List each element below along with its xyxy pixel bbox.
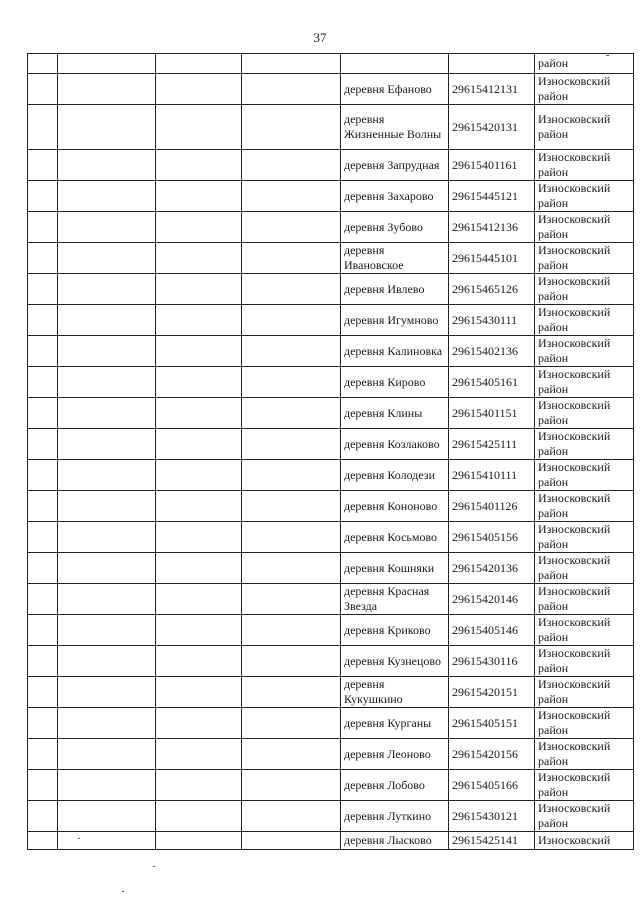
oktmo-code-cell: 29615445101 (449, 243, 535, 274)
oktmo-code-cell: 29615465126 (449, 274, 535, 305)
empty-cell (156, 54, 242, 74)
empty-cell (242, 677, 341, 708)
settlement-name-cell: деревня Калиновка (341, 336, 449, 367)
table-row (28, 243, 634, 274)
empty-cell (28, 770, 58, 801)
empty-cell (242, 398, 341, 429)
district-cell: Износковский район (535, 677, 634, 708)
empty-cell (242, 801, 341, 832)
empty-cell (28, 105, 58, 150)
empty-cell (156, 274, 242, 305)
empty-cell (156, 181, 242, 212)
empty-cell (341, 54, 449, 74)
empty-cell (156, 305, 242, 336)
empty-cell (242, 336, 341, 367)
settlement-name-cell: деревня Кононово (341, 491, 449, 522)
oktmo-code-cell: 29615420131 (449, 105, 535, 150)
empty-cell (58, 150, 156, 181)
empty-cell (58, 646, 156, 677)
empty-cell (156, 832, 242, 850)
empty-cell (156, 522, 242, 553)
empty-cell (156, 615, 242, 646)
empty-cell (242, 74, 341, 105)
settlement-name-cell: деревня Ивлево (341, 274, 449, 305)
empty-cell (242, 150, 341, 181)
settlement-name-cell: деревня Лысково (341, 832, 449, 850)
district-cell: Износковский район (535, 615, 634, 646)
empty-cell (28, 646, 58, 677)
oktmo-code-cell: 29615405161 (449, 367, 535, 398)
settlement-name-cell: деревня Кирово (341, 367, 449, 398)
empty-cell (242, 54, 341, 74)
empty-cell (58, 105, 156, 150)
district-cell: Износковский район (535, 491, 634, 522)
empty-cell (58, 739, 156, 770)
empty-cell (242, 212, 341, 243)
empty-cell (242, 367, 341, 398)
empty-cell (58, 54, 156, 74)
empty-cell (28, 336, 58, 367)
empty-cell (242, 770, 341, 801)
table-row (28, 460, 634, 491)
table-row (28, 74, 634, 105)
empty-cell (242, 460, 341, 491)
district-cell: Износковский район (535, 460, 634, 491)
empty-cell (28, 584, 58, 615)
table-row (28, 708, 634, 739)
oktmo-code-cell: 29615402136 (449, 336, 535, 367)
district-cell: Износковский район (535, 181, 634, 212)
table-row (28, 212, 634, 243)
empty-cell (156, 398, 242, 429)
empty-cell (156, 74, 242, 105)
table-row (28, 305, 634, 336)
empty-cell (58, 708, 156, 739)
empty-cell (156, 212, 242, 243)
table-row (28, 832, 634, 850)
empty-cell (28, 553, 58, 584)
district-cell: Износковский район (535, 801, 634, 832)
district-cell: Износковский район (535, 105, 634, 150)
empty-cell (242, 181, 341, 212)
empty-cell (58, 677, 156, 708)
empty-cell (242, 305, 341, 336)
scan-speck (153, 866, 155, 867)
settlement-name-cell: деревня Луткино (341, 801, 449, 832)
oktmo-code-cell: 29615445121 (449, 181, 535, 212)
empty-cell (28, 832, 58, 850)
empty-cell (28, 367, 58, 398)
district-cell: Износковский район (535, 646, 634, 677)
empty-cell (58, 212, 156, 243)
table-row (28, 584, 634, 615)
oktmo-code-cell: 29615405166 (449, 770, 535, 801)
empty-cell (156, 336, 242, 367)
empty-cell (156, 105, 242, 150)
table-row (28, 105, 634, 150)
district-cell: Износковский район (535, 553, 634, 584)
scan-speck (122, 891, 124, 892)
empty-cell (58, 181, 156, 212)
table-row (28, 367, 634, 398)
empty-cell (242, 491, 341, 522)
empty-cell (156, 491, 242, 522)
oktmo-code-cell: 29615405146 (449, 615, 535, 646)
table-row (28, 491, 634, 522)
district-cell: Износковский район (535, 770, 634, 801)
settlement-name-cell: деревня Клины (341, 398, 449, 429)
settlement-name-cell: деревня Леоново (341, 739, 449, 770)
district-cell: Износковский (535, 832, 634, 850)
oktmo-code-cell: 29615401126 (449, 491, 535, 522)
empty-cell (28, 150, 58, 181)
oktmo-code-cell: 29615430121 (449, 801, 535, 832)
oktmo-code-cell: 29615420156 (449, 739, 535, 770)
settlement-name-cell: деревня Запрудная (341, 150, 449, 181)
table-row (28, 336, 634, 367)
empty-cell (156, 243, 242, 274)
empty-cell (28, 398, 58, 429)
settlement-name-cell: деревня Косьмово (341, 522, 449, 553)
district-cell: Износковский район (535, 398, 634, 429)
oktmo-code-cell: 29615425111 (449, 429, 535, 460)
empty-cell (58, 770, 156, 801)
empty-cell (28, 305, 58, 336)
empty-cell (156, 150, 242, 181)
settlement-name-cell: деревня Захарово (341, 181, 449, 212)
empty-cell (156, 739, 242, 770)
empty-cell (156, 553, 242, 584)
oktmo-code-cell: 29615412131 (449, 74, 535, 105)
empty-cell (242, 832, 341, 850)
table-row (28, 553, 634, 584)
empty-cell (58, 305, 156, 336)
empty-cell (242, 739, 341, 770)
table-row (28, 646, 634, 677)
empty-cell (58, 429, 156, 460)
district-cell: Износковский район (535, 367, 634, 398)
empty-cell (449, 54, 535, 74)
district-cell: Износковский район (535, 305, 634, 336)
district-cell: Износковский район (535, 212, 634, 243)
district-cell: Износковский район (535, 274, 634, 305)
district-cell: Износковский район (535, 243, 634, 274)
empty-cell (58, 243, 156, 274)
empty-cell (58, 584, 156, 615)
empty-cell (28, 708, 58, 739)
settlement-name-cell: деревня Кукушкино (341, 677, 449, 708)
empty-cell (58, 274, 156, 305)
district-cell: район (535, 54, 634, 74)
table-row (28, 770, 634, 801)
empty-cell (58, 74, 156, 105)
settlement-name-cell: деревня Красная Звезда (341, 584, 449, 615)
empty-cell (58, 336, 156, 367)
empty-cell (156, 801, 242, 832)
settlement-name-cell: деревня Игумново (341, 305, 449, 336)
table-row (28, 677, 634, 708)
empty-cell (28, 522, 58, 553)
table-row (28, 429, 634, 460)
oktmo-code-cell: 29615401151 (449, 398, 535, 429)
table-row-continued (28, 54, 634, 74)
district-cell: Износковский район (535, 739, 634, 770)
empty-cell (58, 398, 156, 429)
oktmo-code-cell: 29615405156 (449, 522, 535, 553)
empty-cell (28, 429, 58, 460)
table-row (28, 150, 634, 181)
table-row (28, 398, 634, 429)
empty-cell (242, 553, 341, 584)
empty-cell (242, 243, 341, 274)
district-cell: Износковский район (535, 74, 634, 105)
empty-cell (28, 74, 58, 105)
empty-cell (58, 522, 156, 553)
oktmo-code-cell: 29615410111 (449, 460, 535, 491)
empty-cell (28, 615, 58, 646)
settlement-registry-table (27, 53, 634, 850)
district-cell: Износковский район (535, 150, 634, 181)
oktmo-code-cell: 29615430116 (449, 646, 535, 677)
settlement-name-cell: деревня Ефаново (341, 74, 449, 105)
empty-cell (58, 553, 156, 584)
empty-cell (28, 739, 58, 770)
empty-cell (58, 367, 156, 398)
empty-cell (28, 274, 58, 305)
empty-cell (28, 677, 58, 708)
oktmo-code-cell: 29615401161 (449, 150, 535, 181)
oktmo-code-cell: 29615420136 (449, 553, 535, 584)
empty-cell (242, 105, 341, 150)
scan-speck (78, 838, 80, 839)
settlement-name-cell: деревня Курганы (341, 708, 449, 739)
empty-cell (242, 584, 341, 615)
district-cell: Износковский район (535, 429, 634, 460)
oktmo-code-cell: 29615420146 (449, 584, 535, 615)
empty-cell (28, 181, 58, 212)
table-row (28, 801, 634, 832)
oktmo-code-cell: 29615412136 (449, 212, 535, 243)
empty-cell (58, 832, 156, 850)
empty-cell (58, 801, 156, 832)
settlement-name-cell: деревня Ивановское (341, 243, 449, 274)
empty-cell (156, 646, 242, 677)
settlement-name-cell: деревня Колодези (341, 460, 449, 491)
table-row (28, 181, 634, 212)
stray-dash-mark: - (606, 50, 610, 61)
table-row (28, 739, 634, 770)
oktmo-code-cell: 29615425141 (449, 832, 535, 850)
district-cell: Износковский район (535, 584, 634, 615)
table-row (28, 615, 634, 646)
settlement-name-cell: деревня Лобово (341, 770, 449, 801)
district-cell: Износковский район (535, 522, 634, 553)
page-number: 37 (313, 30, 327, 45)
empty-cell (58, 615, 156, 646)
table-row (28, 522, 634, 553)
empty-cell (28, 243, 58, 274)
empty-cell (156, 708, 242, 739)
settlement-name-cell: деревня Зубово (341, 212, 449, 243)
oktmo-code-cell: 29615420151 (449, 677, 535, 708)
settlement-name-cell: деревня Криково (341, 615, 449, 646)
empty-cell (242, 646, 341, 677)
oktmo-code-cell: 29615405151 (449, 708, 535, 739)
empty-cell (58, 491, 156, 522)
empty-cell (242, 274, 341, 305)
settlement-name-cell: деревня Кошняки (341, 553, 449, 584)
oktmo-code-cell: 29615430111 (449, 305, 535, 336)
empty-cell (156, 460, 242, 491)
empty-cell (156, 367, 242, 398)
empty-cell (28, 460, 58, 491)
empty-cell (242, 615, 341, 646)
empty-cell (156, 677, 242, 708)
settlement-name-cell: деревня Козлаково (341, 429, 449, 460)
district-cell: Износковский район (535, 708, 634, 739)
settlement-name-cell: деревня Кузнецово (341, 646, 449, 677)
empty-cell (28, 491, 58, 522)
empty-cell (156, 584, 242, 615)
empty-cell (28, 801, 58, 832)
settlement-name-cell: деревня Жизненные Волны (341, 105, 449, 150)
empty-cell (156, 770, 242, 801)
empty-cell (242, 429, 341, 460)
empty-cell (242, 522, 341, 553)
empty-cell (156, 429, 242, 460)
empty-cell (28, 212, 58, 243)
empty-cell (28, 54, 58, 74)
table-row (28, 274, 634, 305)
empty-cell (58, 460, 156, 491)
empty-cell (242, 708, 341, 739)
district-cell: Износковский район (535, 336, 634, 367)
